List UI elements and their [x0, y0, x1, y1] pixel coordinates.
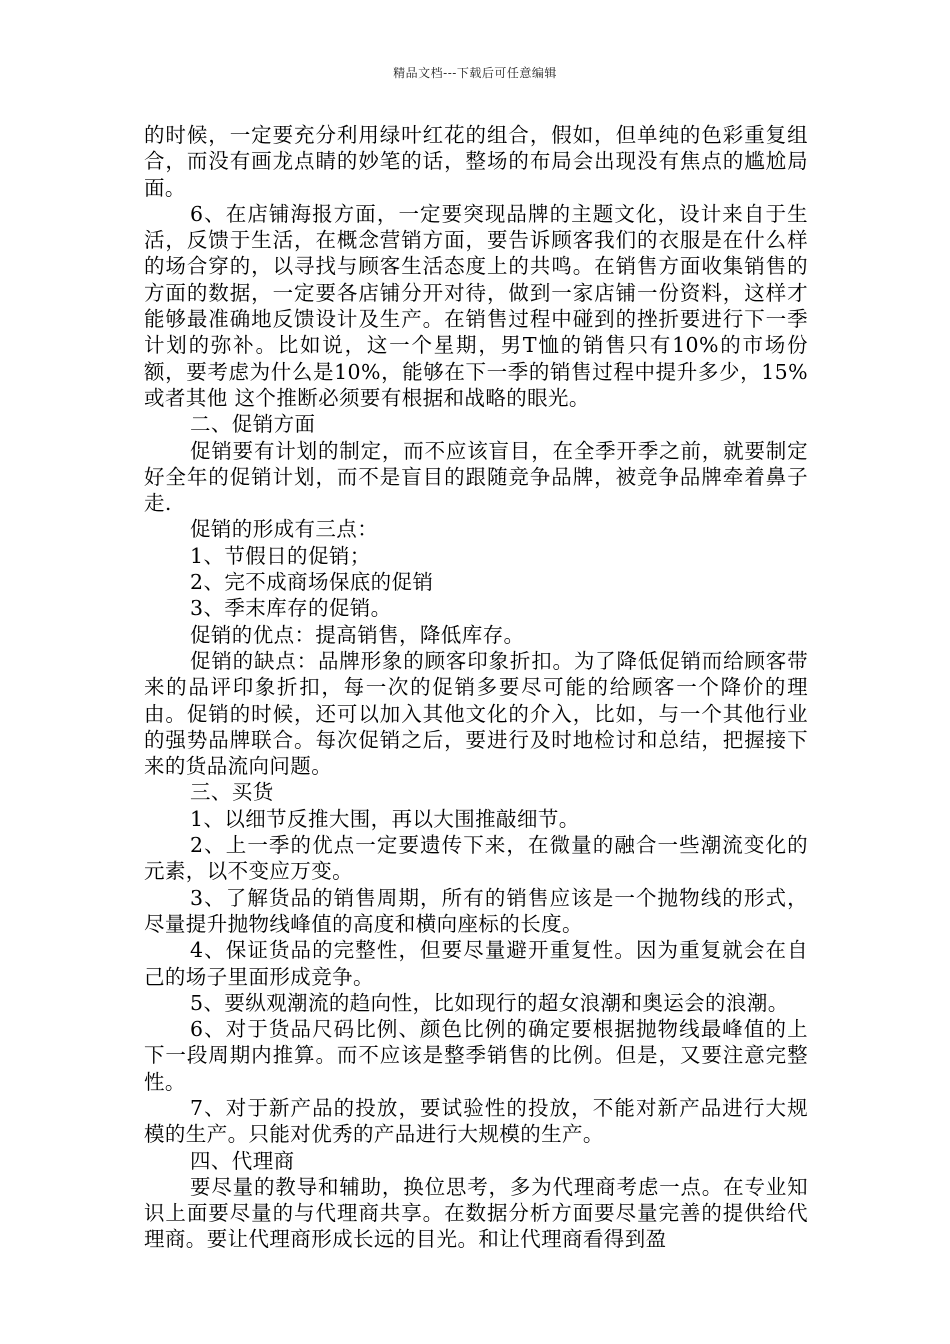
list-item: 3、了解货品的销售周期，所有的销售应该是一个抛物线的形式，尽量提升抛物线峰值的高度和横向座标的长度。	[144, 885, 808, 936]
list-item: 7、对于新产品的投放，要试验性的投放，不能对新产品进行大规模的生产。只能对优秀的产品进行大规模的生产。	[144, 1095, 808, 1147]
list-item: 1、以细节反推大围，再以大围推敲细节。	[190, 806, 580, 831]
body-paragraph: 促销的形成有三点：	[190, 517, 379, 542]
section-heading: 三、买货	[190, 780, 274, 805]
body-paragraph: 的时候，一定要充分利用绿叶红花的组合，假如，但单纯的色彩重复组合，而没有画龙点睛的妙笔的话，整场的布局会出现没有焦点的尴尬局面。	[144, 123, 808, 200]
list-item: 2、上一季的优点一定要遗传下来，在微量的融合一些潮流变化的元素，以不变应万变。	[144, 833, 808, 884]
list-item: 2、完不成商场保底的促销	[190, 570, 434, 595]
body-paragraph: 促销要有计划的制定，而不应该盲目，在全季开季之前，就要制定好全年的促销计划，而不是盲目的跟随竞争品牌，被竞争品牌牵着鼻子走.	[144, 438, 808, 516]
body-paragraph: 要尽量的教导和辅助，换位思考，多为代理商考虑一点。在专业知识上面要尽量的与代理商共享。在数据分析方面要尽量完善的提供给代理商。要让代理商形成长远的目光。和让代理商看得到盈	[144, 1174, 808, 1252]
list-item: 5、要纵观潮流的趋向性，比如现行的超女浪潮和奥运会的浪潮。	[190, 990, 789, 1015]
list-item: 1、节假日的促销；	[190, 543, 371, 568]
body-paragraph: 促销的缺点：品牌形象的顾客印象折扣。为了降低促销而给顾客带来的品评印象折扣，每一次的促销多要尽可能的给顾客一个降价的理由。促销的时候，还可以加入其他文化的介入，比如，与一个其他行业的强势品牌联合。每次促销之后，要进行及时地检讨和总结，把握接下来的货品流向问题。	[144, 648, 808, 779]
document-body	[144, 122, 808, 1253]
section-heading: 四、代理商	[190, 1148, 295, 1173]
section-heading: 二、促销方面	[190, 412, 316, 437]
list-item: 4、保证货品的完整性，但要尽量避开重复性。因为重复就会在自己的场子里面形成竞争。	[144, 938, 808, 989]
list-item: 3、季末库存的促销。	[190, 596, 392, 621]
body-paragraph: 促销的优点：提高销售，降低库存。	[190, 622, 525, 647]
page-header: 精品文档---下载后可任意编辑	[393, 66, 557, 80]
list-item: 6、对于货品尺码比例、颜色比例的确定要根据抛物线最峰值的上下一段周期内推算。而不应该是整季销售的比例。但是，又要注意完整性。	[144, 1017, 808, 1094]
body-paragraph: 6、在店铺海报方面，一定要突现品牌的主题文化，设计来自于生活，反馈于生活，在概念营销方面，要告诉顾客我们的衣服是在什么样的场合穿的，以寻找与顾客生活态度上的共鸣。在销售方面收集销售的方面的数据，一定要各店铺分开对待，做到一家店铺一份资料，这样才能够最准确地反馈设计及生产。在销售过程中碰到的挫折要进行下一季计划的弥补。比如说，这一个星期，男T恤的销售只有10%的市场份额，要考虑为什么是10%，能够在下一季的销售过程中提升多少，15%或者其他 这个推断必须要有根据和战略的眼光。	[144, 201, 808, 410]
